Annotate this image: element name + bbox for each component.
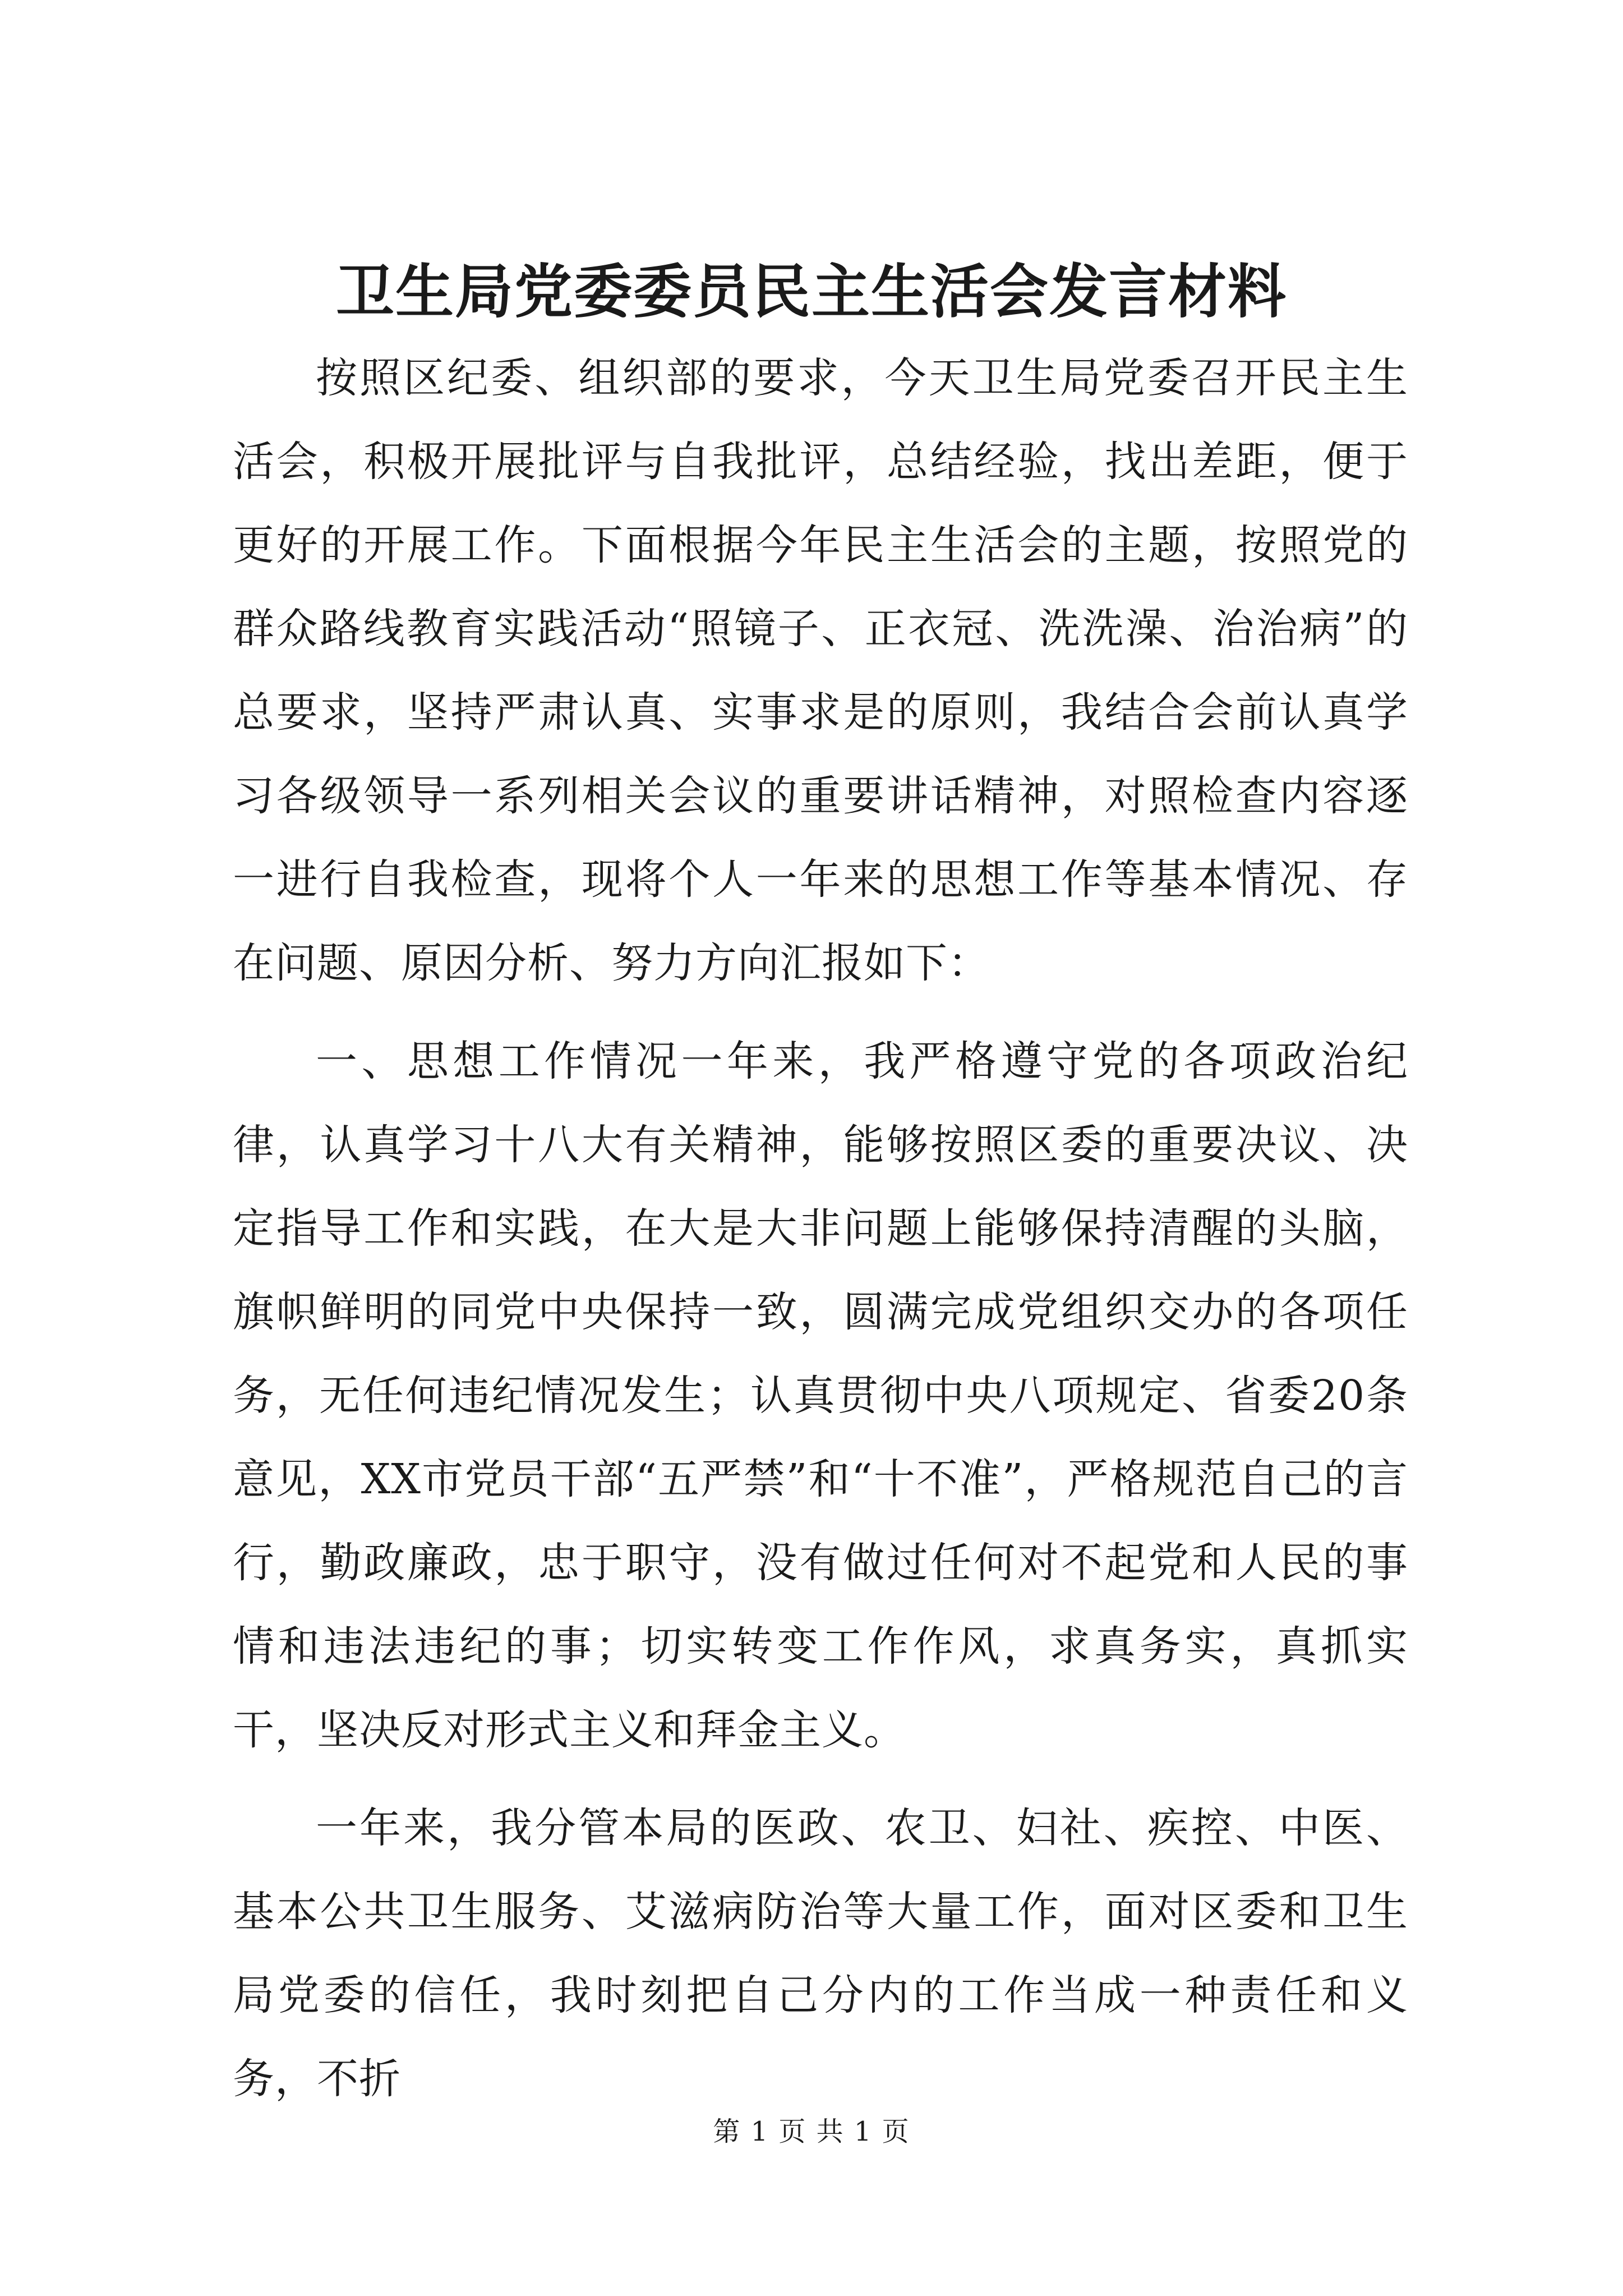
paragraph-responsibilities: 一年来，我分管本局的医政、农卫、妇社、疾控、中医、基本公共卫生服务、艾滋病防治等大量工作，面对区委和卫生局党委的信任，我时刻把自己分内的工作当成一种责任和义务，不折 (233, 1804, 1408, 2103)
paragraph-intro: 按照区纪委、组织部的要求，今天卫生局党委召开民主生活会，积极开展批评与自我批评，总结经验，找出差距，便于更好的开展工作。下面根据今年民主生活会的主题，按照党的群众路线教育实践活动“照镜子、正衣冠、洗洗澡、治治病”的总要求，坚持严肃认真、实事求是的原则，我结合会前认真学习各级领导一系列相关会议的重要讲话精神，对照检查内容逐一进行自我检查，现将个人一年来的思想工作等基本情况、存在问题、原因分析、努力方向汇报如下： (233, 354, 1408, 987)
document-body (233, 337, 1408, 2121)
page-number-footer: 第 1 页 共 1 页 (713, 2116, 910, 2147)
paragraph-thought-work: 一、思想工作情况一年来，我严格遵守党的各项政治纪律，认真学习十八大有关精神，能够按照区委的重要决议、决定指导工作和实践，在大是大非问题上能够保持清醒的头脑，旗帜鲜明的同党中央保持一致，圆满完成党组织交办的各项任务，无任何违纪情况发生；认真贯彻中央八项规定、省委20条意见，XX市党员干部“五严禁”和“十不准”，严格规范自己的言行，勤政廉政，忠于职守，没有做过任何对不起党和人民的事情和违法违纪的事；切实转变工作作风，求真务实，真抓实干，坚决反对形式主义和拜金主义。 (233, 1037, 1408, 1754)
document-title: 卫生局党委委员民主生活会发言材料 (335, 257, 1287, 326)
